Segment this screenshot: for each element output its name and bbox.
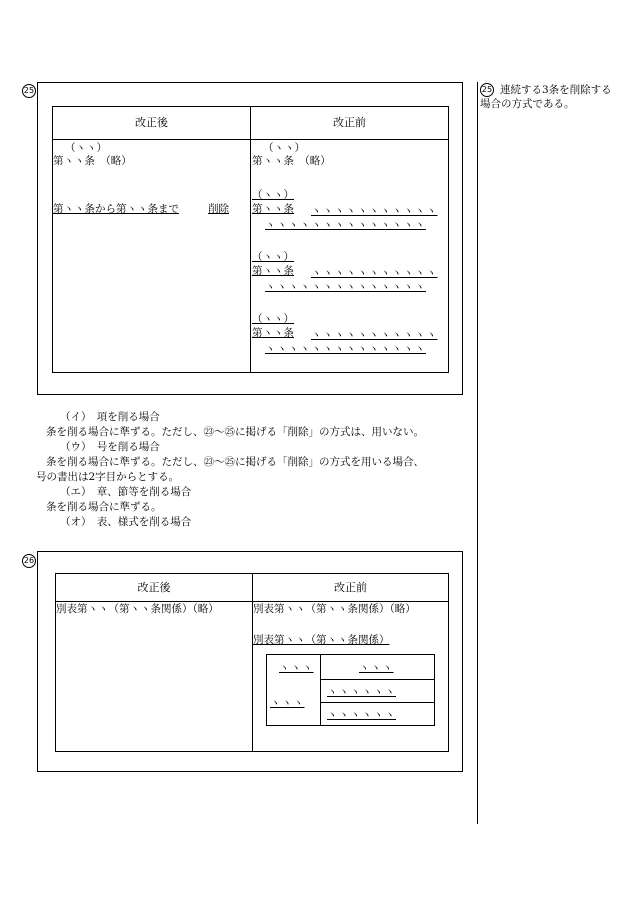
note-number-25: 25 — [480, 83, 494, 97]
deleted-paragraph: （ヽヽ） — [252, 251, 294, 263]
header-after: 改正後 — [137, 581, 171, 594]
inner-right-cell: ヽヽヽヽヽヽ — [327, 686, 396, 698]
deleted-text-line: ヽヽヽヽヽヽヽヽヽヽヽヽヽヽ — [265, 281, 426, 293]
comparison-table-26 — [55, 573, 449, 752]
example-box-25 — [37, 82, 463, 395]
inner-col-divider — [320, 655, 321, 725]
before-paragraph: （ヽヽ） — [263, 142, 305, 154]
margin-note: 連続する3条を削除する場合の方式である。 — [480, 84, 612, 110]
deleted-text-line: ヽヽヽヽヽヽヽヽヽヽヽヽヽヽ — [265, 343, 426, 355]
deleted-article: 第ヽヽ条 — [252, 203, 294, 215]
inner-header-right: ヽヽヽ — [359, 662, 394, 674]
column-divider — [250, 107, 251, 372]
after-delete-word: 削除 — [208, 203, 229, 215]
deleted-article: 第ヽヽ条 — [252, 265, 294, 277]
deleted-text-line: ヽヽヽヽヽヽヽヽヽヽヽ — [311, 267, 438, 279]
after-article: 第ヽヽ条 （略） — [53, 155, 132, 167]
deleted-text-line: ヽヽヽヽヽヽヽヽヽヽヽ — [311, 205, 438, 217]
inner-row-divider — [321, 702, 434, 703]
subheading-table-deletion: （オ） 表、様式を削る場合 — [60, 516, 192, 528]
body-line: 号の書出は2字目からとする。 — [36, 471, 180, 483]
before-article: 第ヽヽ条 （略） — [252, 155, 331, 167]
subheading-item-deletion: （ウ） 号を削る場合 — [60, 441, 160, 453]
header-before: 改正前 — [334, 581, 367, 594]
body-line: 条を削る場合に準ずる。ただし、㉓〜㉕に掲げる「削除」の方式を用いる場合、 — [46, 456, 424, 468]
margin-rule — [477, 82, 478, 824]
section-number-26: 26 — [22, 554, 36, 568]
inner-row-divider — [321, 679, 434, 680]
inner-left-cell: ヽヽヽ — [270, 697, 305, 709]
after-delete-range: 第ヽヽ条から第ヽヽ条まで — [53, 203, 179, 215]
after-table-row: 別表第ヽヽ（第ヽヽ条関係）（略） — [56, 603, 219, 615]
header-after: 改正後 — [135, 116, 168, 129]
comparison-table-25 — [52, 106, 449, 373]
deleted-article: 第ヽヽ条 — [252, 327, 294, 339]
deleted-text-line: ヽヽヽヽヽヽヽヽヽヽヽ — [311, 329, 438, 341]
after-paragraph: （ヽヽ） — [65, 142, 107, 154]
inner-right-cell: ヽヽヽヽヽヽ — [327, 709, 396, 721]
before-table-row: 別表第ヽヽ（第ヽヽ条関係）（略） — [253, 603, 416, 615]
subheading-paragraph-deletion: （イ） 項を削る場合 — [60, 411, 160, 423]
inner-header-left: ヽヽヽ — [279, 662, 314, 674]
column-divider — [252, 574, 253, 751]
deleted-paragraph: （ヽヽ） — [252, 313, 294, 325]
section-number-25: 25 — [22, 84, 36, 98]
header-before: 改正前 — [333, 116, 366, 129]
example-box-26 — [37, 551, 463, 772]
deleted-paragraph: （ヽヽ） — [252, 189, 294, 201]
subheading-chapter-deletion: （エ） 章、節等を削る場合 — [60, 486, 192, 498]
body-line: 条を削る場合に準ずる。 — [46, 501, 162, 513]
deleted-table-title: 別表第ヽヽ（第ヽヽ条関係） — [253, 634, 390, 646]
deleted-inner-table — [266, 654, 435, 726]
deleted-text-line: ヽヽヽヽヽヽヽヽヽヽヽヽヽヽ — [265, 219, 426, 231]
body-line: 条を削る場合に準ずる。ただし、㉓〜㉕に掲げる「削除」の方式は、用いない。 — [46, 426, 424, 438]
